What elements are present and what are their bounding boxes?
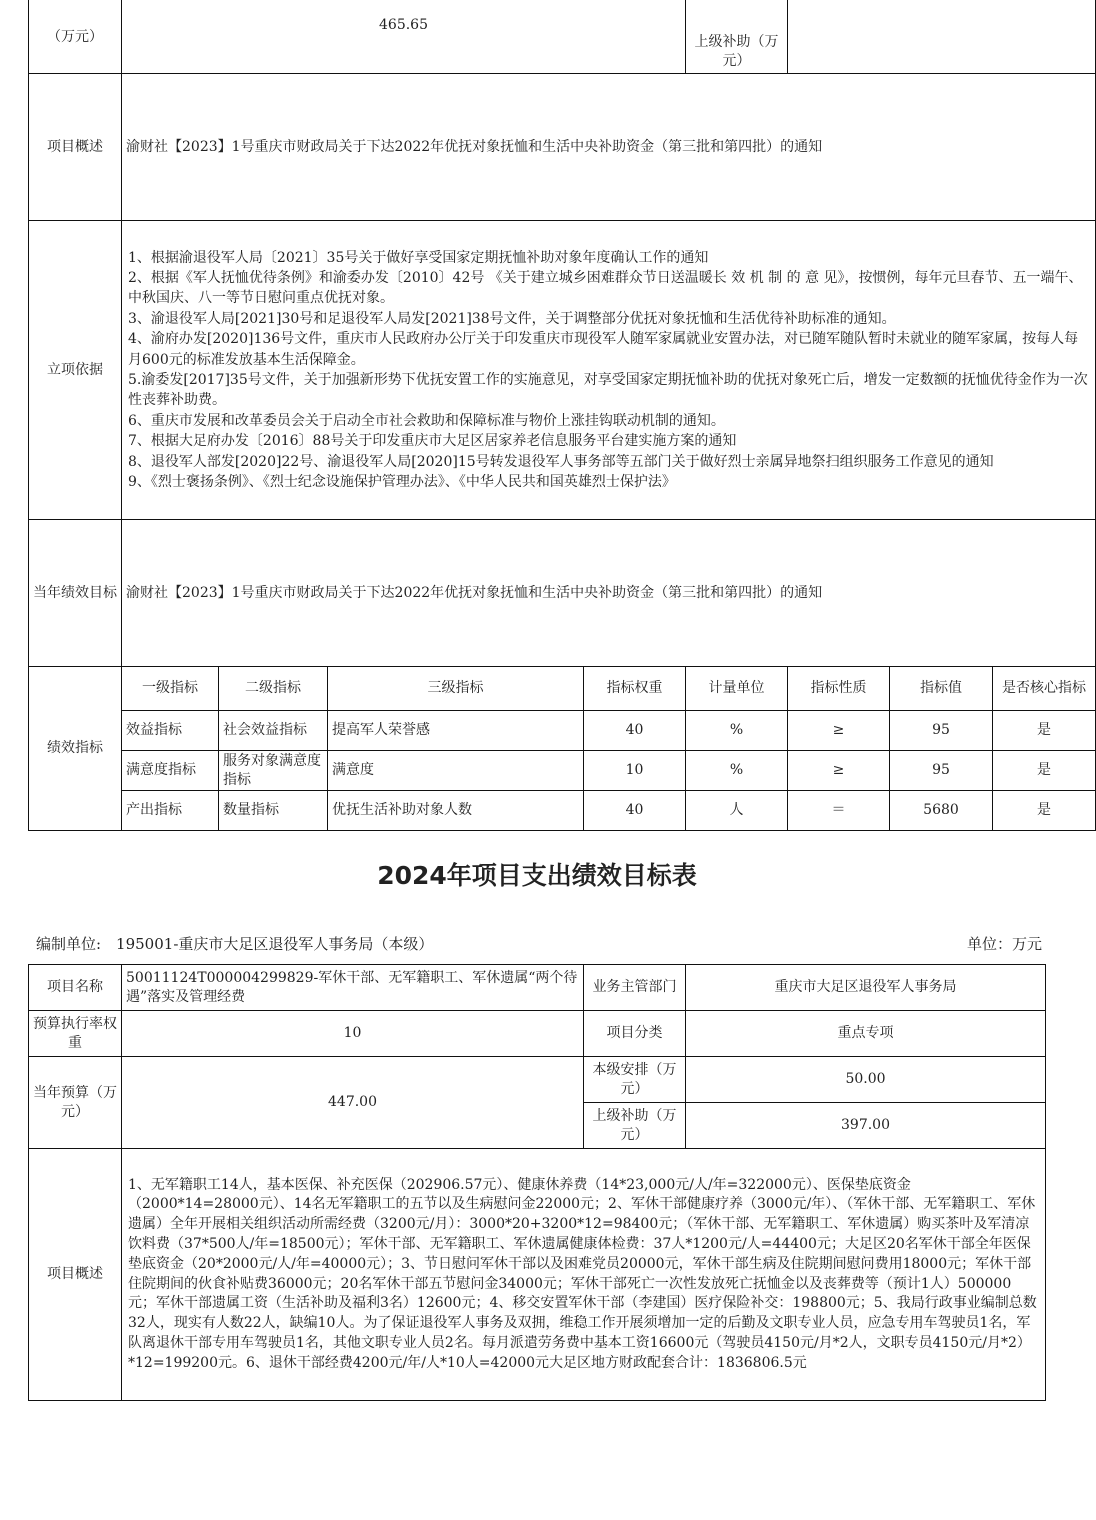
table-cell: ＝ [788,791,890,831]
basis-line: 5.渝委发[2017]35号文件，关于加强新形势下优抚安置工作的实施意见，对享受国家定期抚恤补助的优抚对象死亡后，增发一定数额的抚恤优待金作为一次性丧葬补助费。 [128,372,1088,409]
target-text: 渝财社【2023】1号重庆市财政局关于下达2022年优抚对象抚恤和生活中央补助资金（第三批和第四批）的通知 [122,520,1096,667]
basis-label: 立项依据 [29,221,122,520]
budget-label: 当年预算（万元） [29,1057,122,1149]
project-overview-text: 1、无军籍职工14人，基本医保、补充医保（202906.57元）、健康休养费（14*23,000元/人/年=322000元）、医保垫底资金（2000*14=28000元）、14名无军籍职工的五节以及生病慰问金22000元；2、军休干部健康疗养（3000元/年）、（军休干部、无军籍职工、军休遗属）全年开展相关组织活动所需经费（3200元/月）：3000*20+3200*12=98400元；（军休干部、无军籍职工、军休遗属）购买茶叶及军清凉饮料费（37*500人/年=18500元）；军休干部、无军籍职工、军休遗属健康体检费：37人*1200元/人=44400元；大足区20名军休干部全年医保垫底资金（20*2000元/人/年=40000元）；3、节日慰问军休干部以及困难党员20000元，军休干部生病及住院期间慰问费用18000元；军休干部住院期间的伙食补贴费36000元；20名军休干部五节慰问金34000元；军休干部死亡一次性发放死亡抚恤金以及丧葬费等（预计1人）500000元；军休干部遗属工资（生活补助及福利3名）12600元；4、移交安置军休干部（李建国）医疗保险补交：198800元；5、我局行政事业编制总数32人，现实有人数22人，缺编10人。为了保证退役军人事务及双拥，维稳工作开展须增加一定的后勤及文职专业人员，应急专用车驾驶员1名，军队离退休干部专用车驾驶员1名，其他文职专业人员2名。每月派遣劳务费中基本工资16600元（驾驶员4150元/月*2人，文职专员4150元/月*2）*12=199200元。6、退休干部经费4200元/年/人*10人=42000元大足区地方财政配套合计：1836806.5元 [122,1149,1046,1401]
unit-line: 单位：万元 [966,935,1042,953]
table-cell: 数量指标 [219,791,328,831]
table-cell: 40 [584,791,686,831]
budget-label: （万元） [29,0,122,74]
indicator-header: 指标权重 [584,667,686,711]
project-name-label: 项目名称 [29,965,122,1011]
table-cell: 满意度指标 [122,751,219,791]
indicator-header-row [29,667,1096,711]
basis-line: 4、渝府办发[2020]136号文件，重庆市人民政府办公厅关于印发重庆市现役军人随军家属就业安置办法，对已随军随队暂时未就业的随军家属，按每人每月600元的标准发放基本生活保障金。 [128,331,1079,368]
table-cell: 是 [993,791,1096,831]
overview-label: 项目概述 [29,74,122,221]
table-cell: 满意度 [328,751,584,791]
basis-line: 7、根据大足府办发〔2016〕88号关于印发重庆市大足区居家养老信息服务平台建实施方案的通知 [128,433,737,450]
table-cell: 是 [993,711,1096,751]
table-cell: 是 [993,751,1096,791]
table-cell: 效益指标 [122,711,219,751]
table-row [29,751,1096,791]
upper-value: 397.00 [686,1103,1046,1149]
overview-text: 渝财社【2023】1号重庆市财政局关于下达2022年优抚对象抚恤和生活中央补助资金（第三批和第四批）的通知 [122,74,1096,221]
basis-line: 9、《烈士褒扬条例》、《烈士纪念设施保护管理办法》、《中华人民共和国英雄烈士保护法》 [128,474,676,491]
org-line: 编制单位: 195001-重庆市大足区退役军人事务局（本级） [36,935,434,953]
table-cell: 优抚生活补助对象人数 [328,791,584,831]
table-row [29,791,1096,831]
table-cell: 产出指标 [122,791,219,831]
basis-line: 3、渝退役军人局[2021]30号和足退役军人局发[2021]38号文件，关于调整部分优抚对象抚恤和生活优待补助标准的通知。 [128,310,896,327]
category-label: 项目分类 [584,1011,686,1057]
category-value: 重点专项 [686,1011,1046,1057]
table-cell: 服务对象满意度指标 [219,751,328,791]
indicator-label: 绩效指标 [29,667,122,831]
rate-label: 预算执行率权重 [29,1011,122,1057]
project-name-value: 50011124T000004299829-军休干部、无军籍职工、军休遗属“两个待遇”落实及管理经费 [122,965,584,1011]
table-cell: 5680 [890,791,993,831]
dept-label: 业务主管部门 [584,965,686,1011]
table-cell: 95 [890,751,993,791]
indicator-header: 计量单位 [686,667,788,711]
table-cell: ≥ [788,751,890,791]
indicator-header: 指标值 [890,667,993,711]
indicator-header: 是否核心指标 [993,667,1096,711]
project-table [28,964,1046,1401]
table-cell: 社会效益指标 [219,711,328,751]
budget-value: 465.65 [122,0,686,74]
basis-line: 1、根据渝退役军人局〔2021〕35号关于做好享受国家定期抚恤补助对象年度确认工作的通知 [128,249,709,266]
table-cell: % [686,751,788,791]
basis-line: 8、退役军人部发[2020]22号、渝退役军人局[2020]15号转发退役军人事务部等五部门关于做好烈士亲属异地祭扫组织服务工作意见的通知 [128,453,994,470]
rate-value: 10 [122,1011,584,1057]
dept-value: 重庆市大足区退役军人事务局 [686,965,1046,1011]
indicator-header: 三级指标 [328,667,584,711]
project-overview-label: 项目概述 [29,1149,122,1401]
indicator-header: 指标性质 [788,667,890,711]
upper-subsidy-label: 上级补助（万元） [686,0,788,74]
table-cell: 10 [584,751,686,791]
page-title: 2024年项目支出绩效目标表 [377,861,697,890]
indicator-header: 二级指标 [219,667,328,711]
local-value: 50.00 [686,1057,1046,1103]
table-cell: ≥ [788,711,890,751]
local-label: 本级安排（万元） [584,1057,686,1103]
table-cell: 95 [890,711,993,751]
target-label: 当年绩效目标 [29,520,122,667]
basis-text [122,221,1096,520]
basis-line: 6、重庆市发展和改革委员会关于启动全市社会救助和保障标准与物价上涨挂钩联动机制的通知。 [128,412,725,429]
table-cell: 人 [686,791,788,831]
table-cell: % [686,711,788,751]
table-cell: 40 [584,711,686,751]
previous-project-table [28,0,1096,831]
upper-subsidy-value [788,0,1096,74]
indicator-header: 一级指标 [122,667,219,711]
budget-value: 447.00 [122,1057,584,1149]
upper-label: 上级补助（万元） [584,1103,686,1149]
table-row [29,711,1096,751]
table-cell: 提高军人荣誉感 [328,711,584,751]
basis-line: 2、根据《军人抚恤优待条例》和渝委办发〔2010〕42号 《关于建立城乡困难群众节日送温暖长 效 机 制 的 意 见》，按惯例，每年元旦春节、五一端午、中秋国庆、八一等节日慰问重点优抚对象。 [128,269,1083,307]
